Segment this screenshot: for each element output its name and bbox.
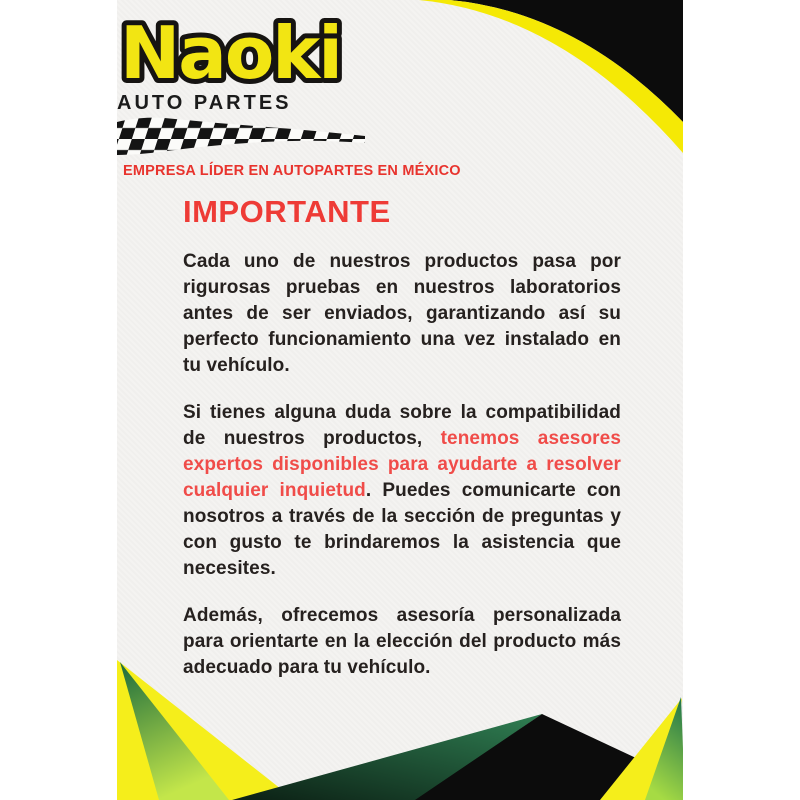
bottom-decoration — [117, 654, 683, 800]
brand-logo-subtext: AUTO PARTES — [117, 92, 292, 114]
paragraph-compatibility — [183, 400, 621, 582]
brand-logo-text: Naoki — [120, 11, 341, 95]
promo-poster — [117, 0, 683, 800]
paragraph-compatibility-highlight: tenemos asesores expertos disponibles para ayudarte a resolver cualquier inquietud — [183, 428, 621, 501]
paragraph-compatibility-lead: Si tienes alguna duda sobre la compatibilidad de nuestros productos, — [183, 402, 621, 449]
main-content — [183, 196, 621, 702]
paragraph-advice: Además, ofrecemos asesoría personalizada para orientarte en la elección del producto más adecuado para tu vehículo. — [183, 605, 621, 678]
checkered-flag-icon — [117, 117, 513, 160]
brand-logo-block — [117, 2, 513, 179]
brand-tagline: EMPRESA LÍDER EN AUTOPARTES EN MÉXICO — [123, 163, 461, 179]
paragraph-compatibility-tail: . Puedes comunicarte con nosotros a través de la sección de preguntas y con gusto te brindaremos la asistencia que necesites. — [183, 480, 621, 579]
paragraph-quality: Cada uno de nuestros productos pasa por rigurosas pruebas en nuestros laboratorios antes de ser enviados, garantizando así su perfecto funcionamiento una vez instalado en tu vehículo. — [183, 251, 621, 376]
brand-logo — [117, 2, 383, 100]
page-title: IMPORTANTE — [183, 194, 391, 229]
